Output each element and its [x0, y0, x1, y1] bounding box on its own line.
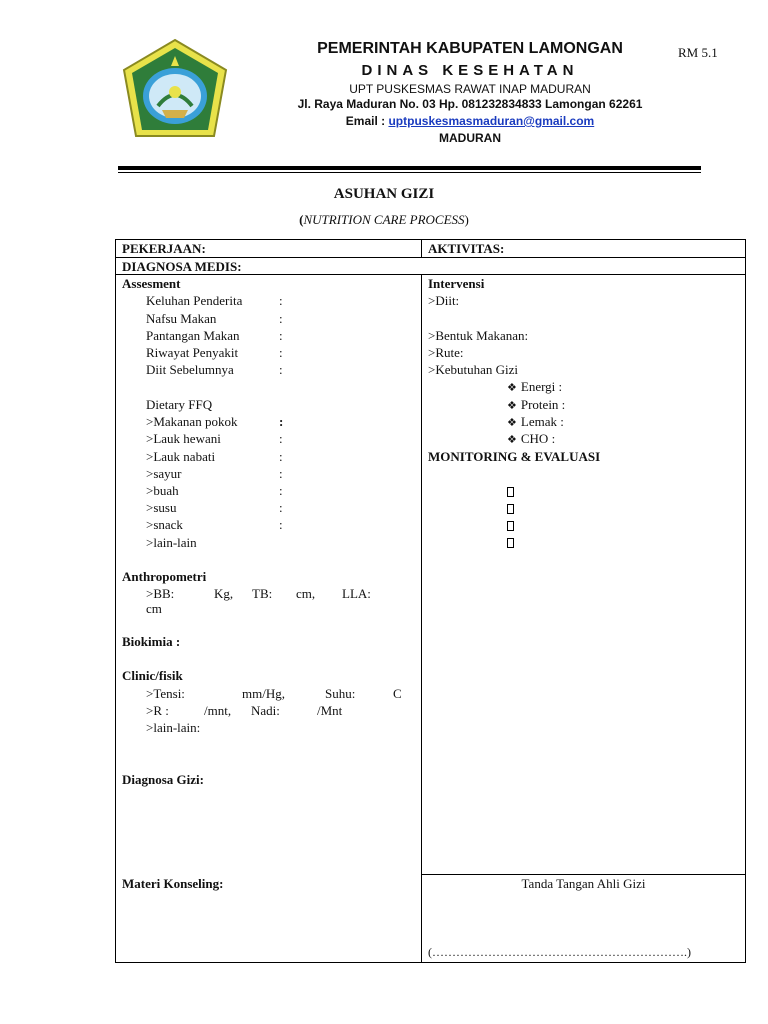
- complaint-item: Keluhan Penderita: [146, 293, 243, 308]
- ffq-colon: :: [279, 449, 283, 464]
- aktivitas-label: AKTIVITAS:: [428, 241, 505, 256]
- ffq-item: >Lauk nabati: [146, 449, 216, 464]
- diagnosa-gizi-label: Diagnosa Gizi:: [122, 772, 204, 787]
- ffq-colon: :: [279, 517, 283, 532]
- ffq-item: >Makanan pokok: [146, 414, 238, 429]
- ffq-item: >buah: [146, 483, 179, 498]
- clinic-heading: Clinic/fisik: [122, 668, 183, 683]
- header-rule-thin: [118, 172, 701, 173]
- header-rule-thick: [118, 166, 701, 170]
- bentuk-makanan-label: >Bentuk Makanan:: [428, 328, 529, 343]
- address: Jl. Raya Maduran No. 03 Hp. 081232834833 Lamongan 62261: [297, 97, 643, 111]
- kebutuhan-gizi-label: >Kebutuhan Gizi: [428, 362, 519, 377]
- mnt-unit: /mnt,: [204, 703, 232, 718]
- signature-box-top: [421, 874, 746, 875]
- complaint-item: Nafsu Makan: [146, 311, 217, 326]
- biokimia-label: Biokimia :: [122, 634, 181, 649]
- monitoring-heading: MONITORING & EVALUASI: [428, 449, 601, 464]
- tensi-label: >Tensi:: [146, 686, 185, 701]
- form-title: ASUHAN GIZI: [333, 186, 435, 202]
- complaint-item: Pantangan Makan: [146, 328, 240, 343]
- complaint-colon: :: [279, 362, 283, 377]
- rute-label: >Rute:: [428, 345, 464, 360]
- pekerjaan-label: PEKERJAAN:: [122, 241, 206, 256]
- email-link[interactable]: uptpuskesmasmaduran@gmail.com: [388, 114, 595, 128]
- ffq-item: >snack: [146, 517, 183, 532]
- ffq-colon: :: [279, 483, 283, 498]
- row-divider: [115, 257, 746, 258]
- clinic-other-label: >lain-lain:: [146, 720, 201, 735]
- signature-line: (……………………………………………………….): [428, 945, 691, 959]
- ffq-item: >susu: [146, 500, 177, 515]
- diit-label: >Diit:: [428, 293, 460, 308]
- nutrient-item: [507, 414, 564, 430]
- nadi-label: Nadi:: [251, 703, 280, 718]
- subtitle-close-paren: ): [464, 212, 469, 227]
- ffq-item: >lain-lain: [146, 535, 197, 550]
- city: MADURAN: [439, 131, 501, 145]
- diagnosa-medis-label: DIAGNOSA MEDIS:: [122, 259, 242, 274]
- subtitle-open-paren: (: [299, 212, 304, 227]
- cm-unit: cm,: [296, 586, 316, 601]
- complaint-colon: :: [279, 293, 283, 308]
- department-name: DINAS KESEHATAN: [361, 62, 579, 79]
- nutrient-label: Energi :: [520, 379, 563, 394]
- diamond-bullet-icon: ❖: [507, 400, 517, 412]
- nutrient-label: CHO :: [520, 431, 556, 446]
- nutrient-label: Lemak :: [520, 414, 564, 429]
- ffq-colon: :: [279, 500, 283, 515]
- tb-label: TB:: [252, 586, 273, 601]
- monitoring-checkbox[interactable]: [507, 504, 514, 514]
- ffq-item: >Lauk hewani: [146, 431, 221, 446]
- cm-unit: cm: [146, 601, 162, 616]
- diamond-bullet-icon: ❖: [507, 434, 517, 446]
- kg-unit: Kg,: [214, 586, 234, 601]
- materi-konseling-label: Materi Konseling:: [122, 876, 224, 891]
- signature-label: Tanda Tangan Ahli Gizi: [521, 876, 646, 891]
- mmhg-unit: mm/Hg,: [242, 686, 285, 701]
- email-label: Email :: [345, 114, 389, 128]
- ffq-item: >sayur: [146, 466, 182, 481]
- monitoring-checkbox[interactable]: [507, 538, 514, 548]
- column-divider: [421, 274, 422, 963]
- ffq-colon: :: [279, 414, 284, 429]
- mnt-unit: /Mnt: [317, 703, 343, 718]
- complaint-item: Diit Sebelumnya: [146, 362, 234, 377]
- diamond-bullet-icon: ❖: [507, 382, 517, 394]
- monitoring-checkbox[interactable]: [507, 487, 514, 497]
- nutrient-item: [507, 397, 565, 413]
- celsius-unit: C: [393, 686, 402, 701]
- ffq-colon: :: [279, 431, 283, 446]
- column-divider: [421, 239, 422, 258]
- ffq-colon: :: [279, 466, 283, 481]
- form-code: RM 5.1: [678, 45, 718, 60]
- nutrient-item: [507, 379, 562, 395]
- nutrient-label: Protein :: [520, 397, 566, 412]
- r-label: >R :: [146, 703, 169, 718]
- complaint-colon: :: [279, 328, 283, 343]
- assessment-heading: Assesment: [122, 276, 181, 291]
- form-subtitle: [0, 212, 768, 228]
- complaint-colon: :: [279, 311, 283, 326]
- intervensi-heading: Intervensi: [428, 276, 485, 291]
- subtitle-text: NUTRITION CARE PROCESS: [303, 212, 465, 227]
- complaint-colon: :: [279, 345, 283, 360]
- ffq-heading: Dietary FFQ: [146, 397, 213, 412]
- diamond-bullet-icon: ❖: [507, 417, 517, 429]
- unit-name: UPT PUSKESMAS RAWAT INAP MADURAN: [349, 82, 591, 96]
- monitoring-checkbox[interactable]: [507, 521, 514, 531]
- nutrient-item: [507, 431, 555, 447]
- anthropometri-heading: Anthropometri: [122, 569, 207, 584]
- lla-label: LLA:: [342, 586, 371, 601]
- lamongan-emblem-logo: [118, 36, 232, 146]
- complaint-item: Riwayat Penyakit: [146, 345, 239, 360]
- government-name: PEMERINTAH KABUPATEN LAMONGAN: [317, 40, 623, 57]
- suhu-label: Suhu:: [325, 686, 356, 701]
- bb-label: >BB:: [146, 586, 175, 601]
- email-line: [255, 114, 685, 128]
